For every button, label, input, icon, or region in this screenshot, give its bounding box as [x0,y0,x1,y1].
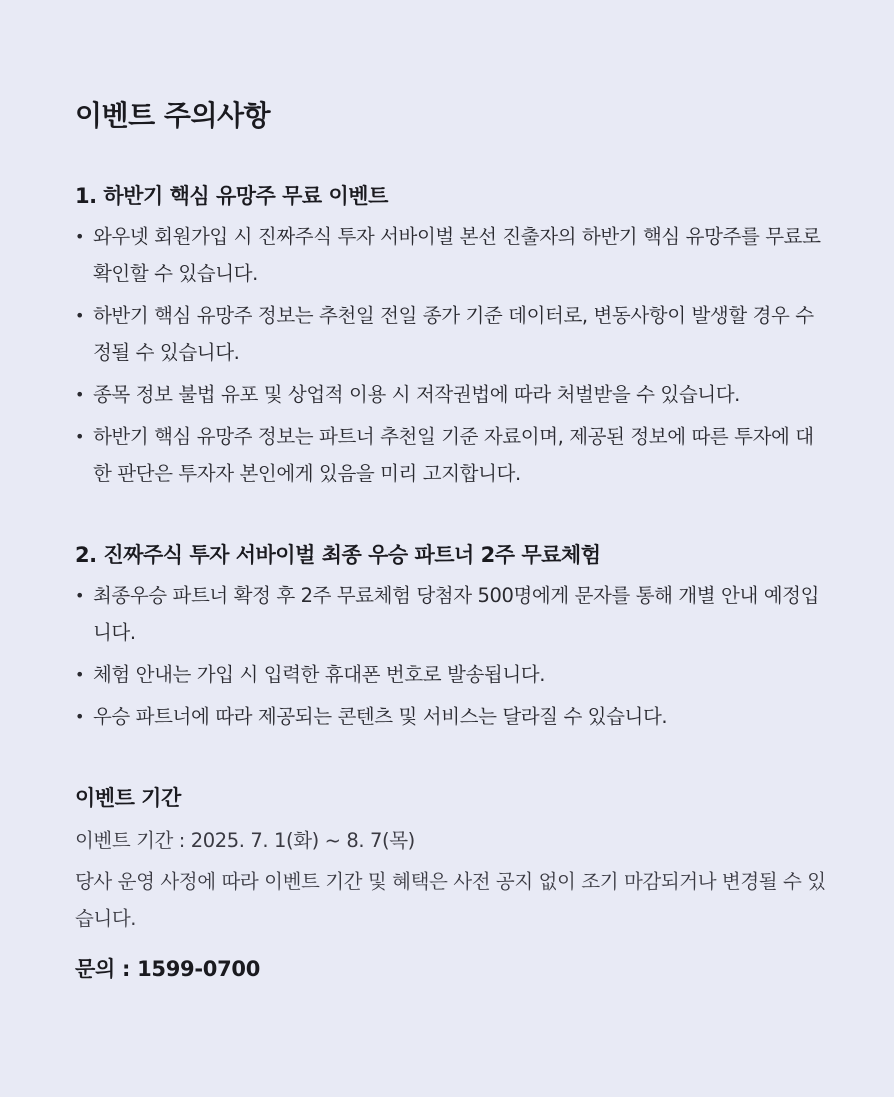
bullet-icon: • [75,227,85,246]
bullet-icon: • [75,306,85,325]
bullet-icon: • [75,586,85,605]
bullet-icon: • [75,665,85,684]
section-heading: 2. 진짜주식 투자 서바이벌 최종 우승 파트너 2주 무료체험 [75,543,601,567]
list-item-text: 우승 파트너에 따라 제공되는 콘텐츠 및 서비스는 달라질 수 있습니다. [93,705,668,728]
period-heading: 이벤트 기간 [75,786,181,810]
list-item-text: 하반기 핵심 유망주 정보는 파트너 추천일 기준 자료이며, 제공된 정보에 따른 투자에 대한 판단은 투자자 본인에게 있음을 미리 고지합니다. [93,425,814,485]
list-item [75,698,830,735]
list-item [75,656,830,693]
list-item [75,376,830,413]
list-item [75,577,830,651]
section-free-trial [75,539,830,735]
section-spacer [75,497,830,539]
bullet-list [75,218,830,492]
list-item-text: 최종우승 파트너 확정 후 2주 무료체험 당첨자 500명에게 문자를 통해 개별 안내 예정입니다. [93,584,820,644]
bullet-icon: • [75,385,85,404]
section-spacer [75,740,830,782]
page-title: 이벤트 주의사항 [75,99,271,132]
section-event-period [75,782,830,985]
list-item-text: 하반기 핵심 유망주 정보는 추천일 전일 종가 기준 데이터로, 변동사항이 발생할 경우 수정될 수 있습니다. [93,304,814,364]
list-item [75,297,830,371]
list-item-text: 종목 정보 불법 유포 및 상업적 이용 시 저작권법에 따라 처벌받을 수 있습니다. [93,383,740,406]
section-heading: 1. 하반기 핵심 유망주 무료 이벤트 [75,184,388,208]
bullet-list [75,577,830,735]
bullet-icon: • [75,707,85,726]
period-range: 이벤트 기간 : 2025. 7. 1(화) ~ 8. 7(목) [75,829,415,852]
list-item [75,418,830,492]
contact-phone: 문의 : 1599-0700 [75,957,261,981]
period-note: 당사 운영 사정에 따라 이벤트 기간 및 혜택은 사전 공지 없이 조기 마감되거나 변경될 수 있습니다. [75,870,826,930]
list-item [75,218,830,292]
list-item-text: 와우넷 회원가입 시 진짜주식 투자 서바이벌 본선 진출자의 하반기 핵심 유망주를 무료로 확인할 수 있습니다. [93,225,821,285]
section-free-picks [75,180,830,492]
list-item-text: 체험 안내는 가입 시 입력한 휴대폰 번호로 발송됩니다. [93,663,546,686]
bullet-icon: • [75,427,85,446]
